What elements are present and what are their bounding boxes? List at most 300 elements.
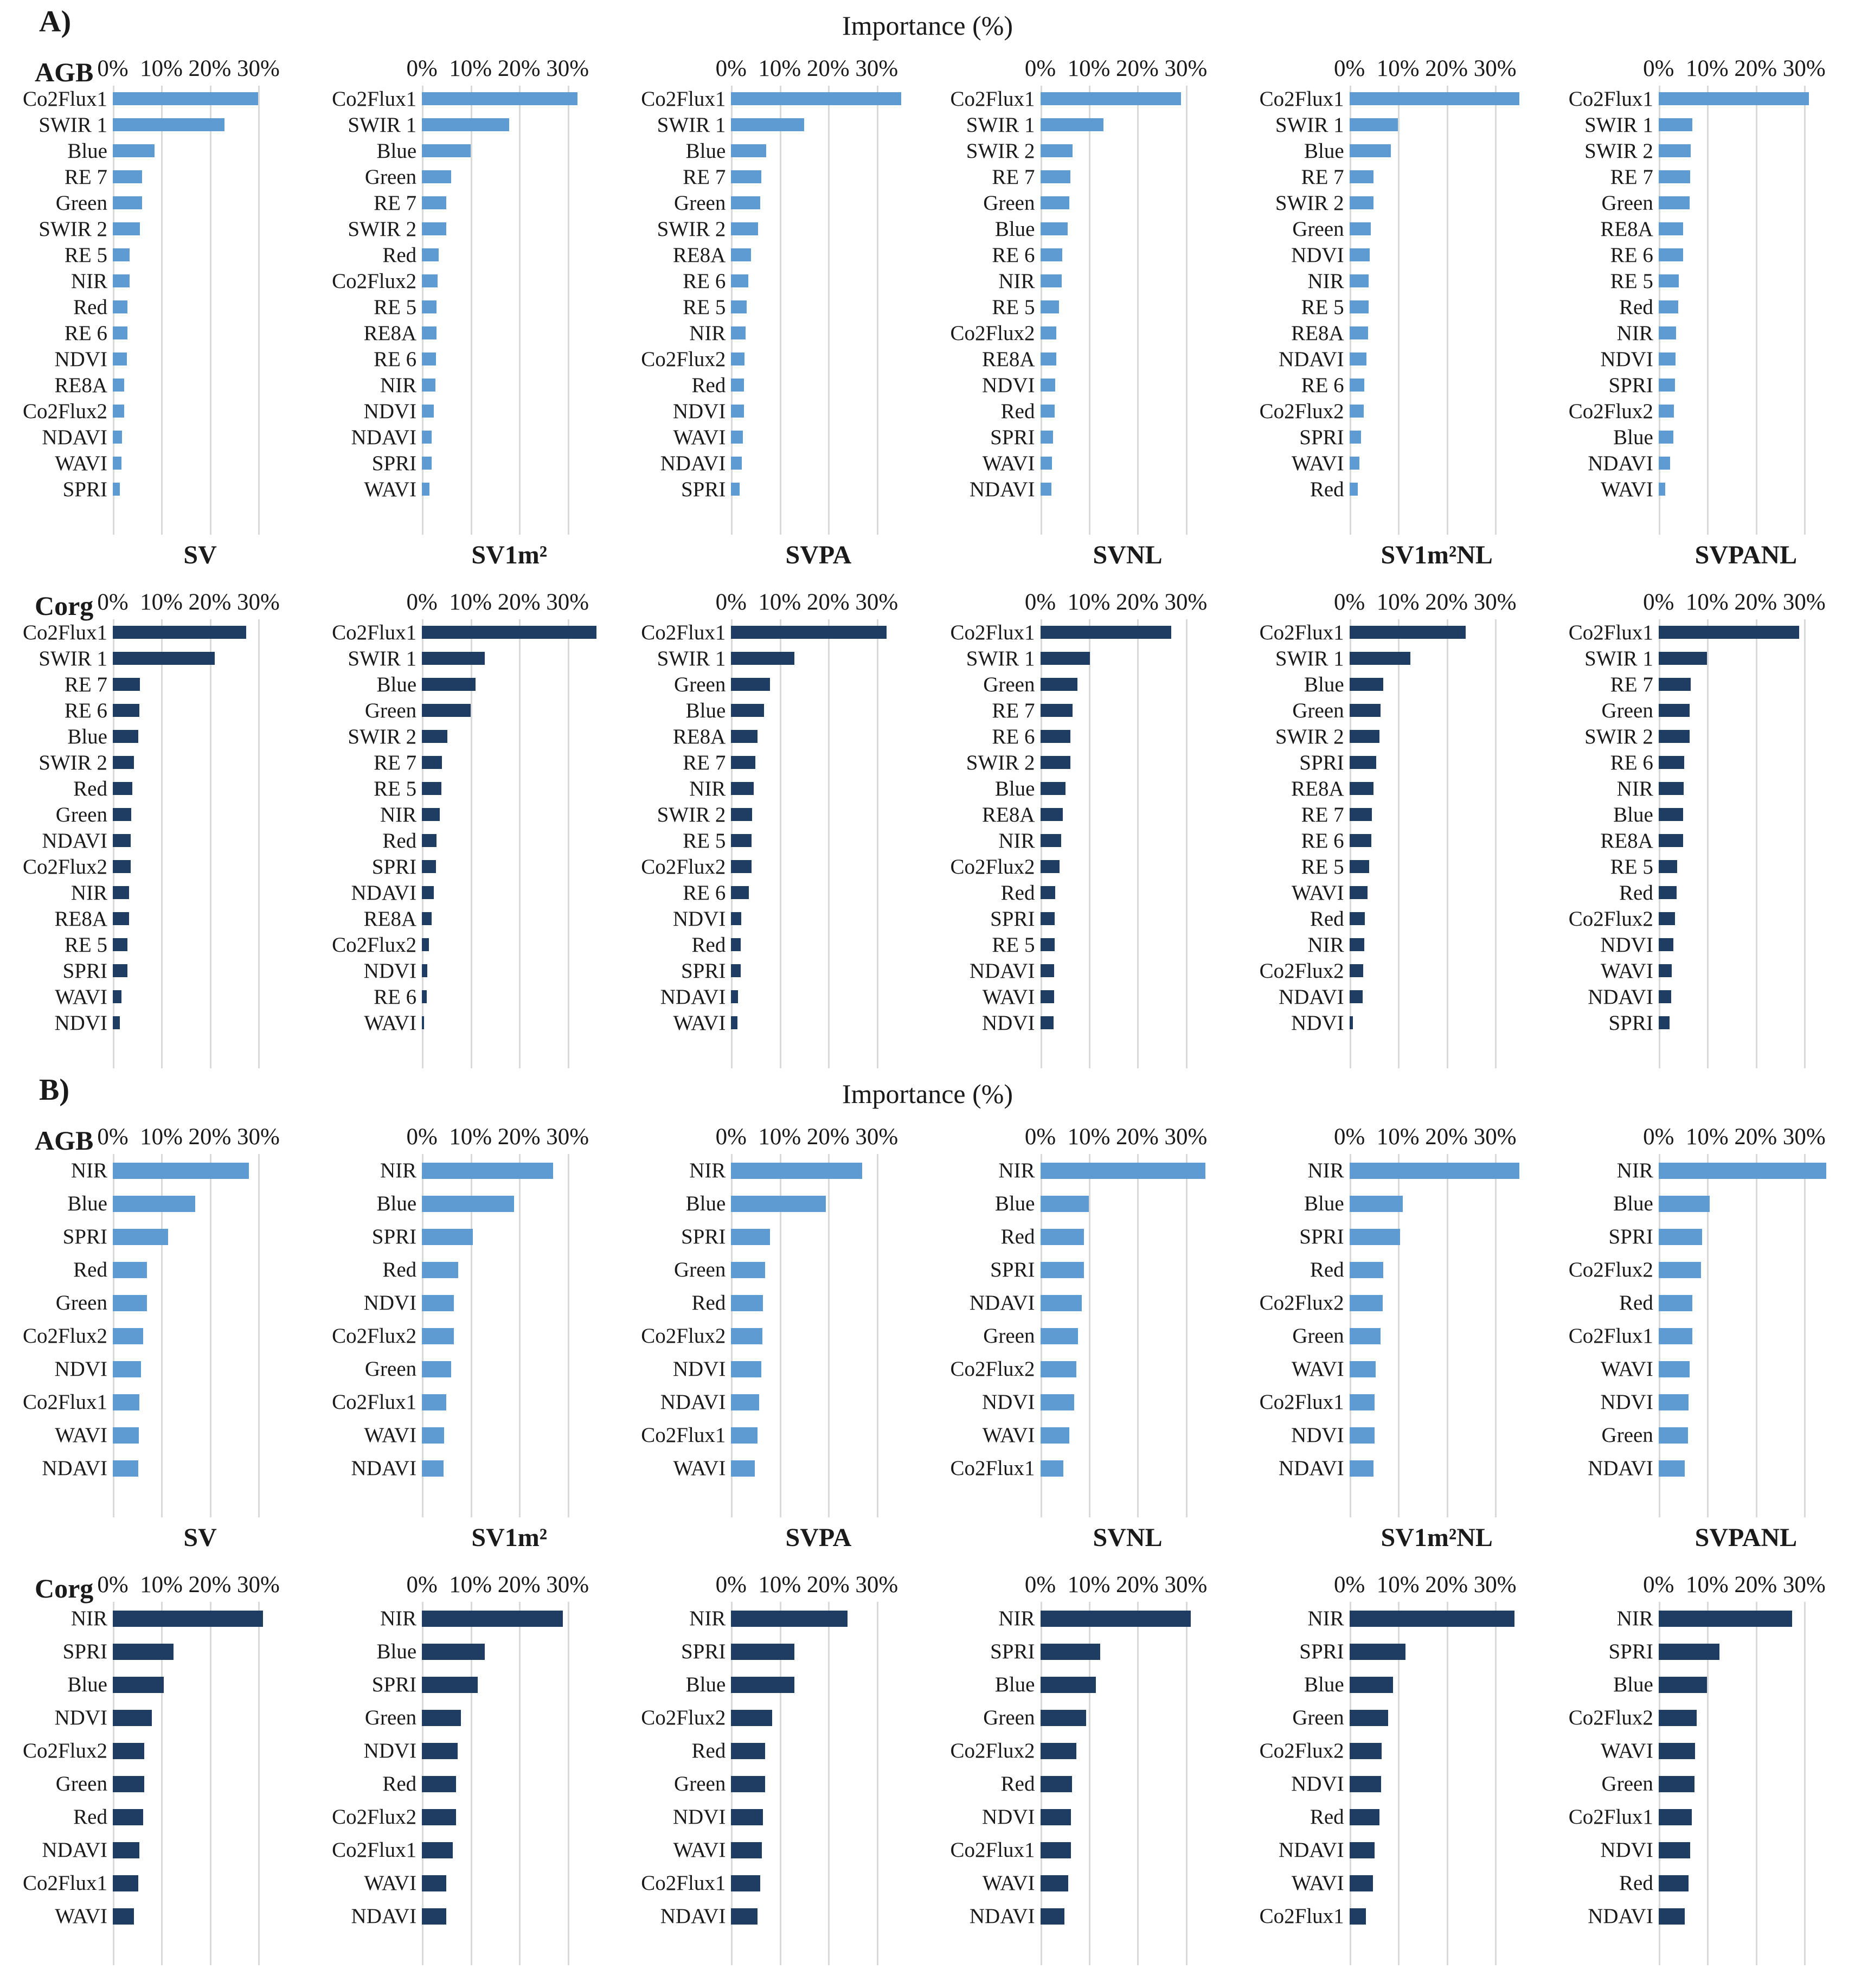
bar-label: Blue	[376, 672, 417, 696]
bar	[422, 1908, 446, 1925]
bar-row	[309, 450, 618, 476]
bar-row	[309, 398, 618, 424]
bar-row	[0, 1900, 309, 1933]
bar-track	[1041, 372, 1215, 398]
bar-label: Blue	[376, 1640, 417, 1663]
bar-track	[1350, 1767, 1524, 1800]
bar-row	[1237, 1800, 1546, 1833]
bar-label: Green	[364, 165, 417, 189]
bar-label: Co2Flux1	[641, 620, 726, 644]
bar	[1350, 457, 1359, 470]
bar-track	[1041, 1602, 1215, 1635]
bar-row	[1546, 1635, 1855, 1668]
bar	[1659, 326, 1676, 339]
bar	[422, 1196, 514, 1212]
bar	[422, 782, 441, 795]
bar	[422, 834, 437, 847]
bar-row	[618, 1701, 927, 1734]
bar-row	[309, 1386, 618, 1419]
bar-track	[1350, 1800, 1524, 1833]
bar-label: Red	[1619, 1291, 1653, 1314]
bar	[113, 1677, 164, 1693]
bar-label: Blue	[685, 1192, 726, 1215]
bar	[1350, 1743, 1382, 1759]
bar-track	[113, 112, 287, 138]
bar-row	[1546, 450, 1855, 476]
bar-label: RE 5	[1301, 855, 1344, 878]
axis-tick-label: 10%	[1067, 589, 1111, 615]
bar	[113, 1710, 152, 1726]
plot-area	[0, 86, 309, 535]
bar-row	[1237, 138, 1546, 164]
bar	[113, 118, 224, 131]
bar-label: NIR	[998, 1607, 1035, 1630]
bar-row	[309, 346, 618, 372]
bar-track	[113, 1767, 287, 1800]
bar-label: Red	[1310, 1805, 1344, 1829]
bar-track	[1041, 268, 1215, 294]
bar-track	[422, 1319, 596, 1352]
axis-tick-labels	[97, 51, 287, 86]
bar	[1041, 756, 1070, 769]
section-b-rows	[0, 1119, 1855, 1965]
bar-label: WAVI	[1291, 451, 1344, 475]
axis-tick-label: 10%	[449, 1124, 492, 1150]
axis-tick-label: 10%	[758, 589, 801, 615]
bar-row	[1237, 320, 1546, 346]
bar-track	[1659, 1602, 1833, 1635]
bar-track	[1659, 268, 1833, 294]
axis-tick-label: 30%	[1164, 1124, 1208, 1150]
bar	[1659, 1677, 1707, 1693]
bar	[113, 964, 127, 977]
bar-track	[1350, 671, 1524, 697]
bar-track	[422, 723, 596, 749]
bar	[1041, 860, 1060, 873]
bar	[731, 1295, 763, 1311]
bar-row	[928, 1668, 1237, 1701]
bar-track	[422, 1800, 596, 1833]
bar-label: Blue	[994, 1192, 1035, 1215]
bar-label: Blue	[1304, 1673, 1344, 1696]
bar-track	[1041, 242, 1215, 268]
bar-label: WAVI	[364, 477, 417, 501]
bar-track	[1041, 1386, 1215, 1419]
bar	[422, 886, 433, 899]
bar	[1659, 457, 1670, 470]
bar	[422, 626, 596, 639]
bar-row	[928, 242, 1237, 268]
chart-AGB-SVPANL	[1546, 51, 1855, 535]
bar	[1041, 1427, 1070, 1444]
bar-row	[1546, 1833, 1855, 1867]
bar-row	[618, 619, 927, 645]
bar	[1659, 756, 1684, 769]
bar-row	[309, 1867, 618, 1900]
bar-track	[1659, 1668, 1833, 1701]
bar-label: SPRI	[371, 855, 417, 878]
bar-label: Co2Flux2	[1568, 1258, 1653, 1281]
bar-label: Blue	[1304, 139, 1344, 163]
bar-row	[618, 1900, 927, 1933]
bar-track	[1041, 671, 1215, 697]
bar-row	[1237, 1867, 1546, 1900]
column-title-SV1m²NL: SV1m²NL	[1381, 541, 1493, 569]
bar-track	[113, 138, 287, 164]
axis-tick-label: 20%	[497, 56, 541, 81]
bar-track	[731, 1668, 906, 1701]
plot-area	[1546, 1154, 1855, 1517]
bar-row	[309, 1602, 618, 1635]
bar-label: NDAVI	[660, 1390, 726, 1414]
bar	[731, 1016, 737, 1029]
bar	[1350, 834, 1371, 847]
bar-row	[618, 775, 927, 801]
bar-label: RE 6	[1610, 751, 1653, 774]
bar-label: RE 5	[64, 933, 107, 957]
bar-label: Red	[1000, 1772, 1035, 1795]
bar-label: RE 5	[1610, 269, 1653, 293]
bar-label: Green	[1601, 191, 1653, 215]
bar	[422, 704, 470, 717]
bar-row	[0, 984, 309, 1010]
bar	[422, 1743, 458, 1759]
bar-track	[1041, 320, 1215, 346]
bar-label: Green	[983, 1706, 1035, 1729]
bar-track	[1041, 828, 1215, 854]
chart-AGB-SV1m²NL	[1237, 51, 1546, 535]
bar-track	[422, 828, 596, 854]
bar-track	[1350, 86, 1524, 112]
bar-label: RE 6	[683, 881, 726, 905]
bar-row	[1546, 138, 1855, 164]
bar-label: Co2Flux1	[950, 1838, 1035, 1862]
bar-label: Blue	[994, 777, 1035, 800]
bar-row	[309, 1319, 618, 1352]
bar-row	[0, 190, 309, 216]
bar-track	[731, 1767, 906, 1800]
bar-row	[1237, 346, 1546, 372]
bar-row	[618, 320, 927, 346]
bar-track	[731, 1386, 906, 1419]
bar-row	[928, 1187, 1237, 1220]
bar	[422, 1427, 444, 1444]
bar-track	[1659, 398, 1833, 424]
bar-label: SWIR 1	[1584, 113, 1653, 137]
chart-AGB-SVNL	[928, 51, 1237, 535]
bar-row	[0, 320, 309, 346]
plot-area	[928, 86, 1237, 535]
axis-tick-label: 20%	[1425, 1124, 1468, 1150]
bar-row	[0, 1833, 309, 1867]
bar-label: SWIR 1	[1275, 113, 1344, 137]
bar-track	[1350, 1010, 1524, 1036]
bar-row	[1546, 1187, 1855, 1220]
bar	[113, 1016, 120, 1029]
axis-tick-label: 20%	[1425, 589, 1468, 615]
bar	[731, 652, 794, 665]
bar	[422, 964, 427, 977]
bar	[113, 860, 131, 873]
bar-track	[1041, 932, 1215, 958]
bar-label: Red	[1619, 295, 1653, 319]
bar	[731, 326, 746, 339]
axis-tick-label: 20%	[188, 1124, 232, 1150]
bar	[1350, 1394, 1375, 1410]
bar-label: WAVI	[982, 451, 1035, 475]
bar-row	[1237, 906, 1546, 932]
bar-row	[309, 1286, 618, 1319]
column-title-SVPANL: SVPANL	[1694, 1523, 1798, 1552]
bar-label: NIR	[380, 373, 417, 397]
bar-track	[731, 1701, 906, 1734]
section-a-rows	[0, 51, 1855, 1068]
bar-label: NIR	[998, 1159, 1035, 1182]
bar-track	[422, 1419, 596, 1452]
bar-row	[1237, 984, 1546, 1010]
axis-tick-label: 20%	[1425, 1572, 1468, 1598]
bar	[1659, 92, 1809, 105]
bar-track	[1041, 1833, 1215, 1867]
bar-track	[422, 1833, 596, 1867]
bar-track	[1659, 984, 1833, 1010]
bar-label: NIR	[998, 829, 1035, 852]
bar-row	[928, 671, 1237, 697]
bar-track	[1350, 1734, 1524, 1767]
plot-area	[0, 619, 309, 1068]
bar-row	[618, 854, 927, 880]
bar-label: NIR	[1616, 777, 1653, 800]
axis-tick-labels	[1643, 1119, 1833, 1154]
axis-tick-label: 0%	[1333, 1572, 1365, 1598]
bar-row	[309, 1668, 618, 1701]
bar-track	[113, 164, 287, 190]
bar-label: WAVI	[55, 1423, 107, 1447]
bar-label: NIR	[380, 1159, 417, 1182]
bar-label: RE8A	[363, 907, 417, 931]
bar-track	[113, 1220, 287, 1253]
bar-label: Red	[1619, 881, 1653, 905]
bar	[731, 990, 738, 1003]
axis-tick-label: 20%	[1116, 56, 1159, 81]
bar-label: RE 5	[64, 243, 107, 267]
bar-track	[1350, 1668, 1524, 1701]
bar	[1659, 1743, 1695, 1759]
axis-tick-label: 10%	[1685, 589, 1729, 615]
bar-label: RE8A	[54, 373, 107, 397]
bar-track	[1659, 932, 1833, 958]
bar-label: NDVI	[1600, 933, 1653, 957]
bar-track	[731, 190, 906, 216]
bar-row	[1237, 112, 1546, 138]
plot-area	[618, 1602, 927, 1965]
axis-tick-label: 20%	[806, 589, 850, 615]
bar-label: Green	[1292, 217, 1344, 241]
bar-row	[309, 1635, 618, 1668]
bar	[422, 118, 509, 131]
bar-label: WAVI	[364, 1011, 417, 1035]
bar-track	[731, 242, 906, 268]
bar	[422, 1842, 453, 1858]
axis-tick-labels	[97, 1119, 287, 1154]
bar-track	[731, 801, 906, 828]
bar-label: RE8A	[982, 347, 1035, 371]
bar-label: RE 7	[992, 165, 1035, 189]
bar-track	[1350, 1352, 1524, 1386]
bar-label: SWIR 2	[348, 724, 417, 748]
bar-label: WAVI	[673, 425, 726, 449]
bar	[113, 912, 129, 925]
bar-row	[618, 1319, 927, 1352]
bar-row	[928, 372, 1237, 398]
bar-row	[0, 216, 309, 242]
axis-tick-label: 10%	[1376, 589, 1420, 615]
bar-label: Red	[691, 933, 726, 957]
bar	[422, 678, 475, 691]
bar-label: SWIR 1	[657, 113, 726, 137]
bar	[1350, 379, 1365, 392]
bar-row	[309, 723, 618, 749]
bar	[1350, 92, 1519, 105]
bar-track	[422, 190, 596, 216]
bar	[731, 1361, 761, 1377]
bar-track	[113, 1635, 287, 1668]
bar-track	[1041, 958, 1215, 984]
bar-row	[618, 984, 927, 1010]
bar-row	[1546, 1319, 1855, 1352]
bar-track	[1659, 1220, 1833, 1253]
axis-tick-label: 20%	[806, 1124, 850, 1150]
bar	[1659, 379, 1675, 392]
bar-label: Red	[73, 295, 107, 319]
bar-label: Green	[364, 698, 417, 722]
bar-track	[422, 1010, 596, 1036]
axis-tick-label: 0%	[97, 1124, 129, 1150]
bar-label: RE 7	[683, 751, 726, 774]
bar-label: WAVI	[673, 1838, 726, 1862]
bar-track	[1041, 216, 1215, 242]
bar-row	[618, 1010, 927, 1036]
bar-row	[1237, 1767, 1546, 1800]
axis-tick-label: 30%	[237, 56, 280, 81]
bar	[422, 1644, 485, 1660]
bar-label: RE 7	[683, 165, 726, 189]
bar	[1659, 405, 1674, 418]
bar-row	[0, 112, 309, 138]
bar-track	[1350, 242, 1524, 268]
bar-track	[731, 1010, 906, 1036]
bar-row	[0, 1452, 309, 1485]
bar-track	[731, 1734, 906, 1767]
chart-AGB-SV	[0, 1119, 309, 1517]
bar-label: Co2Flux2	[22, 855, 107, 878]
bar-label: Green	[1292, 1324, 1344, 1348]
bar-row	[1237, 854, 1546, 880]
bar	[731, 912, 741, 925]
bar-track	[422, 138, 596, 164]
bar-label: NDVI	[672, 1805, 726, 1829]
bar-row	[0, 932, 309, 958]
bar-track	[1350, 1867, 1524, 1900]
bar-track	[422, 346, 596, 372]
bar	[113, 704, 139, 717]
bar-label: NDVI	[1291, 243, 1344, 267]
bar-track	[731, 216, 906, 242]
bar	[1350, 782, 1373, 795]
bar-row	[1546, 1286, 1855, 1319]
bar-track	[1350, 112, 1524, 138]
axis-tick-label: 20%	[1734, 1572, 1777, 1598]
chart-Corg-SVPANL	[1546, 585, 1855, 1068]
bar-row	[1237, 880, 1546, 906]
bar-label: WAVI	[673, 1457, 726, 1480]
bar	[1350, 1460, 1374, 1477]
bar-track	[422, 294, 596, 320]
bar	[731, 118, 804, 131]
bar-track	[1659, 320, 1833, 346]
bar	[422, 860, 436, 873]
bar-row	[0, 1286, 309, 1319]
bar	[1041, 1394, 1075, 1410]
bar	[1659, 1460, 1685, 1477]
bar-track	[1659, 1900, 1833, 1933]
bar	[1350, 990, 1363, 1003]
bar-row	[1237, 749, 1546, 775]
axis-tick-label: 30%	[237, 1124, 280, 1150]
bar-row	[309, 958, 618, 984]
bar-row	[618, 828, 927, 854]
bar-track	[1041, 1319, 1215, 1352]
bar	[113, 782, 132, 795]
bar-label: WAVI	[1601, 477, 1653, 501]
bar-label: NDVI	[982, 1390, 1035, 1414]
axis-tick-labels	[406, 1567, 596, 1602]
bar-label: SPRI	[681, 477, 726, 501]
bar-row	[0, 619, 309, 645]
axis-tick-label: 10%	[449, 56, 492, 81]
bar-label: SWIR 1	[348, 113, 417, 137]
chart-AGB-SV1m²	[309, 51, 618, 535]
bar-track	[1041, 854, 1215, 880]
bar-track	[113, 1253, 287, 1286]
bar-label: RE 5	[683, 295, 726, 319]
bar-track	[113, 1319, 287, 1352]
bar-track	[1350, 1386, 1524, 1419]
bar-label: Co2Flux1	[950, 620, 1035, 644]
bar-row	[309, 1419, 618, 1452]
bar-track	[1041, 1800, 1215, 1833]
bar-row	[0, 476, 309, 502]
axis-tick-label: 20%	[1734, 1124, 1777, 1150]
plot-area	[928, 1602, 1237, 1965]
bar-row	[928, 723, 1237, 749]
bar	[422, 912, 432, 925]
bar-track	[1350, 138, 1524, 164]
bar	[1350, 1229, 1400, 1245]
bar-row	[0, 1154, 309, 1187]
bar-track	[1350, 932, 1524, 958]
bar-label: WAVI	[1291, 1871, 1344, 1895]
bar	[1350, 626, 1466, 639]
bar-row	[1546, 854, 1855, 880]
bar	[1659, 118, 1692, 131]
bar-row	[1237, 958, 1546, 984]
bar-track	[1659, 1352, 1833, 1386]
bar	[1350, 1328, 1381, 1344]
bar-row	[0, 775, 309, 801]
chart-Corg-SV	[0, 1567, 309, 1965]
bar	[1659, 248, 1683, 261]
